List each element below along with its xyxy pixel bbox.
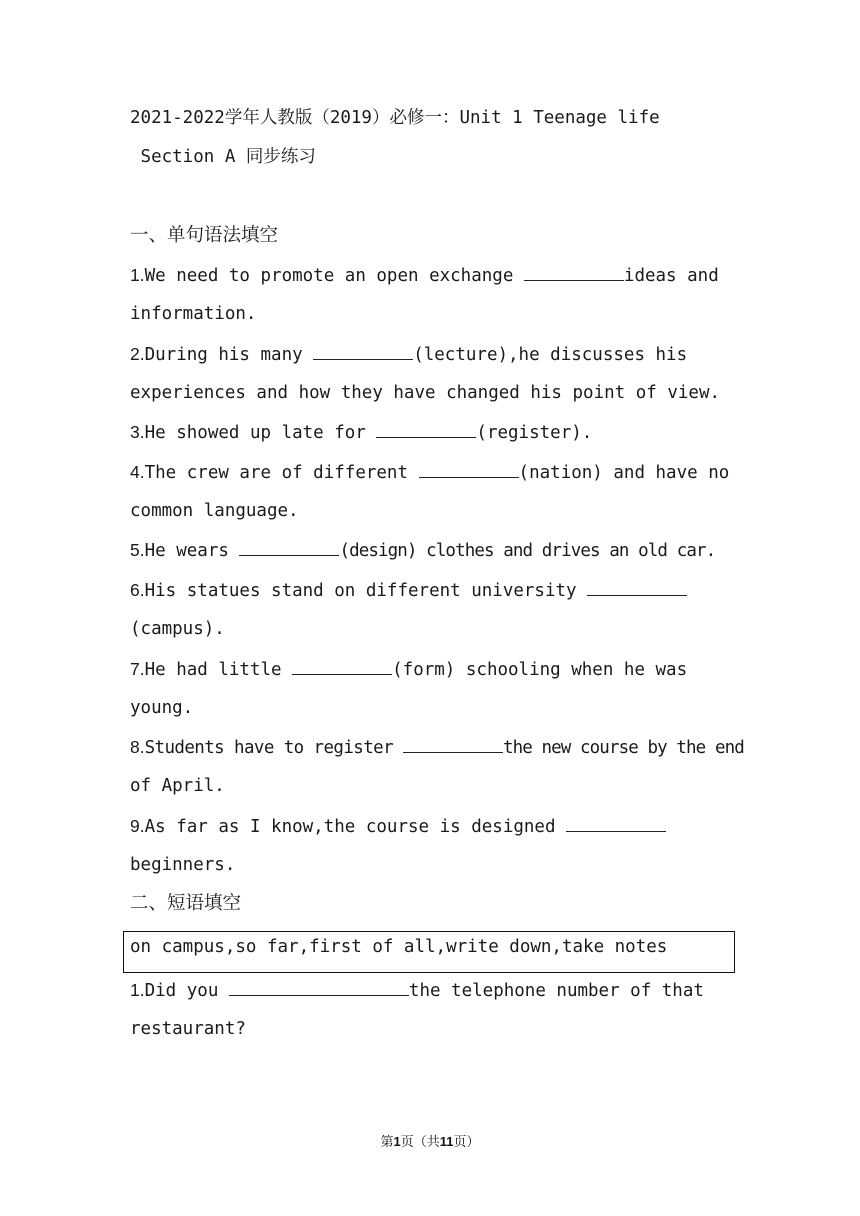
question-text: the new course by the end	[502, 738, 744, 758]
question-text: (register).	[476, 423, 593, 443]
question-text: (nation) and have no	[518, 463, 730, 483]
footer-total-pages: 11	[439, 1134, 454, 1149]
answer-blank[interactable]	[376, 423, 476, 438]
question-number: 9.	[130, 816, 145, 836]
question-6-continued: (campus).	[130, 619, 225, 639]
question-text: During his many	[144, 345, 314, 365]
question-number: 6.	[130, 580, 145, 600]
page-footer	[0, 1131, 860, 1150]
question-text: (lecture),he discusses his	[413, 345, 688, 365]
question-text: The crew are of different	[144, 463, 419, 483]
question-7-continued: young.	[130, 698, 194, 718]
question-9-continued: beginners.	[130, 855, 236, 875]
question-1-continued: information.	[130, 304, 257, 324]
question-text: We need to promote an open exchange	[144, 266, 524, 286]
answer-blank[interactable]	[292, 660, 392, 675]
footer-mid: 页（共	[400, 1135, 440, 1150]
question-7	[130, 658, 687, 681]
answer-blank[interactable]	[587, 581, 687, 596]
question-text: His statues stand on different university	[144, 581, 588, 601]
question-text: He had little	[144, 660, 293, 680]
question-number: 1.	[130, 265, 145, 285]
phrase-question-1-continued: restaurant?	[130, 1019, 246, 1039]
answer-blank[interactable]	[403, 738, 503, 753]
question-8-continued: of April.	[130, 776, 225, 796]
document-title-line1: 2021-2022学年人教版（2019）必修一：Unit 1 Teenage life	[130, 108, 660, 128]
section2-heading: 二、短语填空	[130, 893, 242, 914]
question-3	[130, 421, 592, 444]
document-title-line2: Section A 同步练习	[130, 147, 316, 167]
phrase-question-1	[130, 979, 704, 1002]
question-number: 4.	[130, 462, 145, 482]
question-text: ideas and	[623, 266, 719, 286]
question-2	[130, 343, 687, 366]
question-8	[130, 736, 744, 759]
question-4-continued: common language.	[130, 501, 299, 521]
question-number: 2.	[130, 344, 145, 364]
answer-blank[interactable]	[239, 541, 339, 556]
question-5	[130, 539, 715, 562]
question-number: 3.	[130, 422, 145, 442]
word-box-text: on campus,so far,first of all,write down,take notes	[130, 937, 668, 957]
question-number: 1.	[130, 980, 145, 1000]
question-6	[130, 579, 687, 602]
question-4	[130, 461, 729, 484]
question-text: He wears	[144, 541, 240, 561]
question-1	[130, 264, 719, 287]
question-text: He showed up late for	[144, 423, 377, 443]
answer-blank[interactable]	[419, 463, 519, 478]
question-number: 8.	[130, 737, 145, 757]
question-text: (design) clothes and drives an old car.	[339, 541, 716, 561]
question-text: Students have to register	[144, 738, 403, 758]
footer-prefix: 第	[380, 1135, 394, 1150]
answer-blank[interactable]	[313, 345, 413, 360]
question-2-continued: experiences and how they have changed his point of view.	[130, 383, 721, 403]
question-text: (form) schooling when he was	[392, 660, 688, 680]
answer-blank[interactable]	[524, 266, 624, 281]
question-text: Did you	[144, 981, 229, 1001]
footer-suffix: 页）	[453, 1135, 480, 1150]
question-text: the telephone number of that	[408, 981, 704, 1001]
question-9	[130, 815, 666, 838]
question-text: As far as I know,the course is designed	[144, 817, 567, 837]
answer-blank[interactable]	[566, 817, 666, 832]
answer-blank[interactable]	[229, 981, 409, 996]
section1-heading: 一、单句语法填空	[130, 225, 279, 246]
question-number: 7.	[130, 659, 145, 679]
question-number: 5.	[130, 540, 145, 560]
footer-page-number: 1	[393, 1134, 401, 1149]
